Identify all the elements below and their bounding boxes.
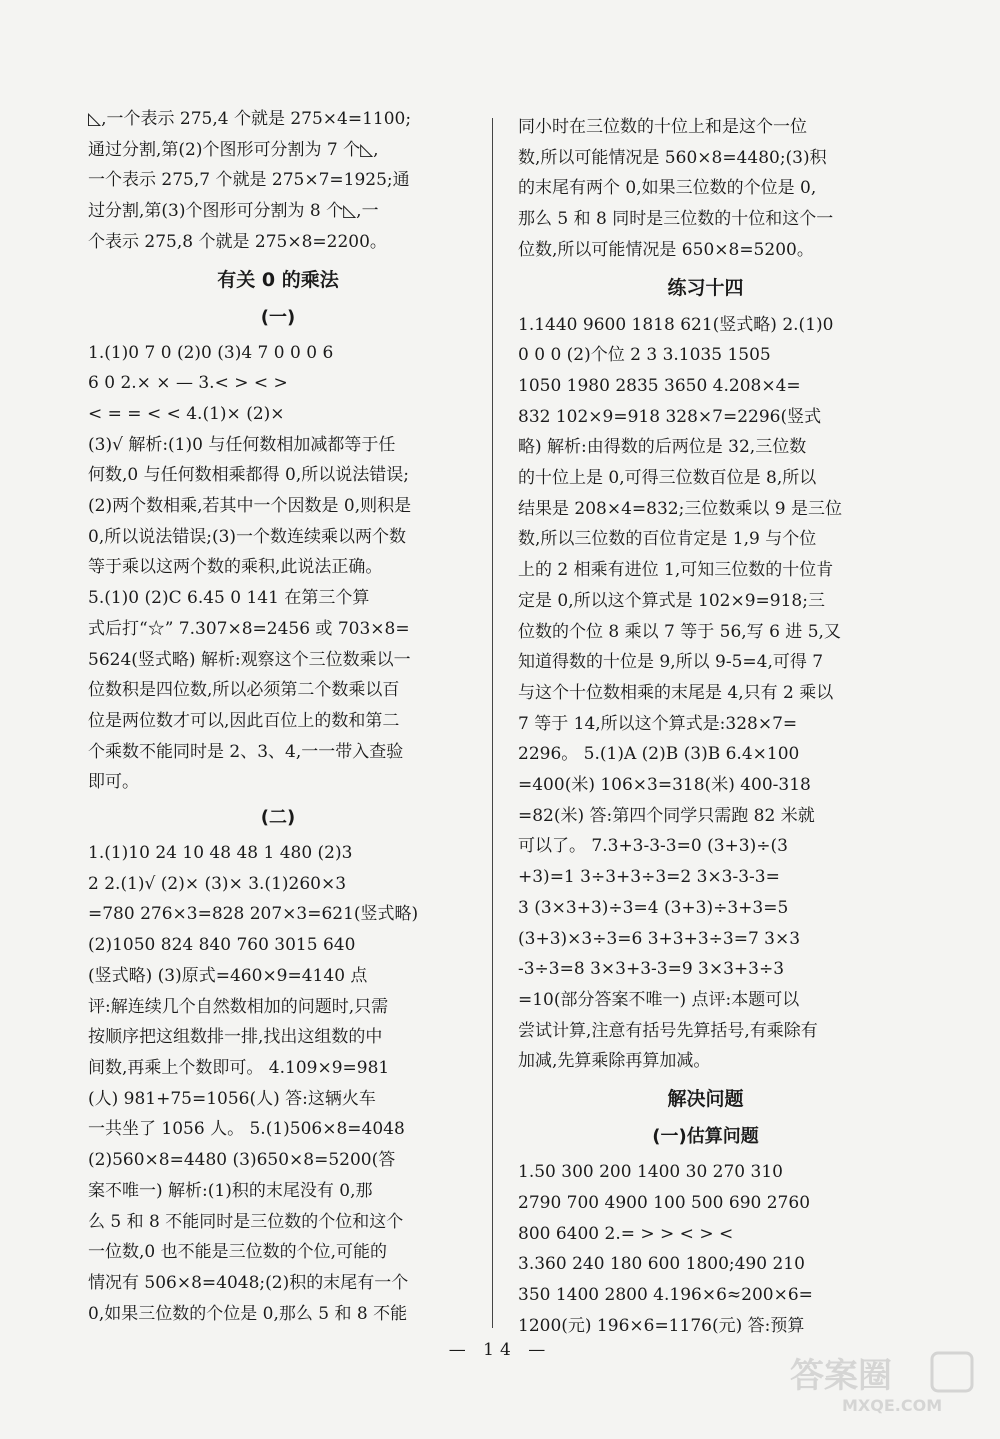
text-line: 1050 1980 2835 3650 4.208×4= — [518, 375, 801, 396]
text-line: 同小时在三位数的十位上和是这个一位 — [518, 117, 807, 137]
text-line: < = = < < 4.(1)× (2)× — [88, 403, 285, 424]
text-line: 一个表示 275,7 个就是 275×7=1925;通 — [88, 170, 410, 191]
text-line: 数,所以可能情况是 560×8=4480;(3)积 — [518, 147, 827, 168]
text-line: 1.1440 9600 1818 621(竖式略) 2.(1)0 — [518, 314, 834, 335]
column-divider — [492, 118, 493, 1328]
text-line: 通过分割,第(2)个图形可分割为 7 个◺, — [88, 139, 379, 160]
text-line: 一位数,0 也不能是三位数的个位,可能的 — [88, 1242, 388, 1263]
text-line: 1.(1)0 7 0 (2)0 (3)4 7 0 0 0 6 — [88, 342, 334, 363]
text-line: 1.(1)10 24 10 48 48 1 480 (2)3 — [88, 843, 353, 864]
text-line: 的十位上是 0,可得三位数百位是 8,所以 — [518, 468, 817, 489]
text-line: (3+3)×3÷3=6 3+3+3÷3=7 3×3 — [518, 928, 801, 949]
text-line: 350 1400 2800 4.196×6≈200×6= — [518, 1284, 813, 1305]
text-line: 即可。 — [88, 772, 139, 793]
text-line: 与这个十位数相乘的末尾是 4,只有 2 乘以 — [518, 682, 834, 703]
text-line: 过分割,第(3)个图形可分割为 8 个◺,一 — [88, 201, 379, 222]
text-line: 0,如果三位数的个位是 0,那么 5 和 8 不能 — [88, 1303, 408, 1324]
text-line: 3.360 240 180 600 1800;490 210 — [518, 1254, 805, 1275]
text-line: 可以了。 7.3+3-3-3=0 (3+3)÷(3 — [518, 836, 788, 857]
watermark-logo-text: 答案圈 — [790, 1356, 892, 1396]
right-column — [518, 112, 893, 1341]
text-line: 上的 2 相乘有进位 1,可知三位数的十位肯 — [518, 560, 834, 581]
subsection-title: (一)估算问题 — [652, 1126, 759, 1148]
text-line: 6 0 2.× × — 3.< > < > — [88, 373, 288, 394]
text-line: +3)=1 3÷3+3÷3=2 3×3-3-3= — [518, 867, 780, 888]
text-line: 间数,再乘上个数即可。 4.109×9=981 — [88, 1057, 390, 1078]
text-line: 832 102×9=918 328×7=2296(竖式 — [518, 406, 822, 427]
text-line: 0,所以说法错误;(3)一个数连续乘以两个数 — [88, 526, 407, 547]
text-line: 3 (3×3+3)÷3=4 (3+3)÷3+3=5 — [518, 897, 789, 918]
text-line: (2)560×8=4480 (3)650×8=5200(答 — [88, 1150, 396, 1171]
text-line: (竖式略) (3)原式=460×9=4140 点 — [88, 965, 368, 986]
text-line: 么 5 和 8 不能同时是三位数的个位和这个 — [88, 1211, 404, 1232]
text-line: 一共坐了 1056 人。 5.(1)506×8=4048 — [88, 1119, 405, 1140]
text-line: (2)1050 824 840 760 3015 640 — [88, 935, 356, 956]
text-line: 位数,所以可能情况是 650×8=5200。 — [518, 239, 814, 260]
text-line: 结果是 208×4=832;三位数乘以 9 是三位 — [518, 498, 842, 519]
text-line: 位是两位数才可以,因此百位上的数和第二 — [88, 710, 400, 731]
subsection-title: (二) — [260, 807, 296, 829]
text-line: =780 276×3=828 207×3=621(竖式略) — [88, 904, 419, 925]
text-line: (2)两个数相乘,若其中一个因数是 0,则积是 — [88, 496, 412, 517]
watermark-logo — [782, 1347, 982, 1417]
text-line: 何数,0 与任何数相乘都得 0,所以说法错误; — [88, 465, 409, 486]
text-line: 评:解连续几个自然数相加的问题时,只需 — [88, 996, 389, 1017]
text-line: 案不唯一) 解析:(1)积的末尾没有 0,那 — [88, 1180, 373, 1201]
text-line: 800 6400 2.= > > < > < — [518, 1223, 734, 1244]
text-line: 个表示 275,8 个就是 275×8=2200。 — [88, 231, 387, 252]
text-line: 知道得数的十位是 9,所以 9-5=4,可得 7 — [518, 652, 824, 673]
page-number: — 14 — — [448, 1340, 552, 1360]
text-line: -3÷3=8 3×3+3-3=9 3×3+3÷3 — [518, 959, 785, 980]
text-line: 2790 700 4900 100 500 690 2760 — [518, 1192, 811, 1213]
section-title: 有关 0 的乘法 — [217, 268, 339, 291]
text-line: 尝试计算,注意有括号先算括号,有乘除有 — [518, 1020, 818, 1041]
text-line: =400(米) 106×3=318(米) 400-318 — [518, 775, 811, 796]
text-line: 按顺序把这组数排一排,找出这组数的中 — [88, 1027, 383, 1048]
watermark-text: MXQE.COM — [842, 1396, 943, 1415]
text-line: ◺,一个表示 275,4 个就是 275×4=1100; — [88, 109, 412, 129]
text-line: 个乘数不能同时是 2、3、4,一一带入查验 — [88, 741, 404, 762]
text-line: =82(米) 答:第四个同学只需跑 82 米就 — [518, 805, 815, 826]
section-title: 练习十四 — [667, 276, 744, 299]
text-line: 等于乘以这两个数的乘积,此说法正确。 — [88, 557, 383, 578]
text-line: 7 等于 14,所以这个算式是:328×7= — [518, 713, 798, 734]
text-line: 数,所以三位数的百位肯定是 1,9 与个位 — [518, 529, 817, 550]
text-line: (3)√ 解析:(1)0 与任何数相加减都等于任 — [88, 434, 396, 455]
text-line: 位数的个位 8 乘以 7 等于 56,写 6 进 5,又 — [518, 621, 841, 642]
section-title: 解决问题 — [667, 1088, 744, 1111]
text-line: 1200(元) 196×6=1176(元) 答:预算 — [518, 1315, 805, 1336]
text-line: 位数积是四位数,所以必须第二个数乘以百 — [88, 680, 400, 701]
subsection-title: (一) — [260, 306, 296, 328]
text-line: 的末尾有两个 0,如果三位数的个位是 0, — [518, 178, 817, 199]
text-line: 加减,先算乘除再算加减。 — [518, 1051, 711, 1072]
text-line: 那么 5 和 8 同时是三位数的十位和这个一 — [518, 209, 834, 230]
text-line: 5624(竖式略) 解析:观察这个三位数乘以一 — [88, 649, 411, 670]
left-column — [88, 104, 468, 1329]
text-line: 2 2.(1)√ (2)× (3)× 3.(1)260×3 — [88, 873, 347, 894]
text-line: 5.(1)0 (2)C 6.45 0 141 在第三个算 — [88, 588, 370, 609]
text-line: 0 0 0 (2)个位 2 3 3.1035 1505 — [518, 345, 771, 366]
text-line: 情况有 506×8=4048;(2)积的末尾有一个 — [88, 1272, 409, 1293]
text-line: 2296。 5.(1)A (2)B (3)B 6.4×100 — [518, 744, 800, 765]
text-line: 式后打“☆” 7.307×8=2456 或 703×8= — [88, 618, 410, 639]
text-line: 略) 解析:由得数的后两位是 32,三位数 — [518, 437, 807, 458]
text-line: =10(部分答案不唯一) 点评:本题可以 — [518, 989, 800, 1010]
text-line: (人) 981+75=1056(人) 答:这辆火车 — [88, 1088, 376, 1109]
text-line: 定是 0,所以这个算式是 102×9=918;三 — [518, 590, 825, 611]
text-line: 1.50 300 200 1400 30 270 310 — [518, 1162, 783, 1183]
